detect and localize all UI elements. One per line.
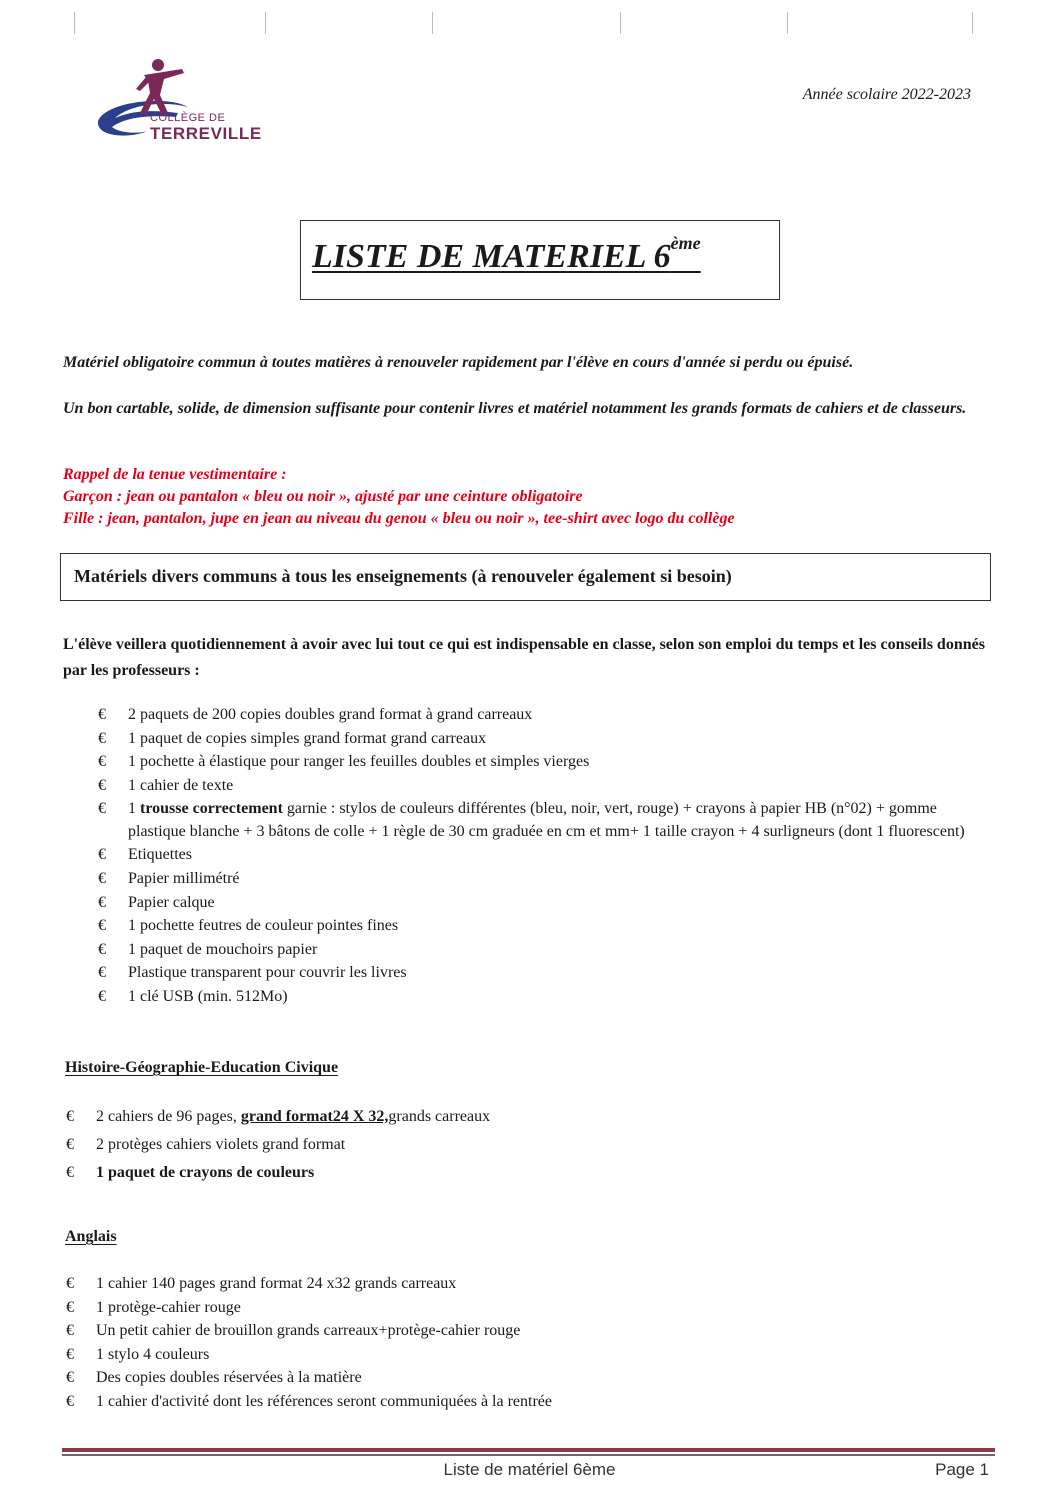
list-item: € 1 cahier 140 pages grand format 24 x32 grands carreaux xyxy=(66,1272,966,1296)
footer-rule xyxy=(62,1448,995,1452)
list-item: € Plastique transparent pour couvrir les livres xyxy=(98,961,978,985)
list-item-trousse: € 1 trousse correctement garnie : stylos de couleurs différentes (bleu, noir, vert, rouge) + crayons à papier HB (n°02) + gomme plastique blanche + 3 bâtons de colle + 1 règle de 30 cm graduée en cm et mm+ 1 taille crayon + 4 surligneurs (dont 1 fluorescent) xyxy=(98,797,978,843)
page-title xyxy=(312,232,701,276)
footer-title: Liste de matériel 6ème xyxy=(443,1460,616,1479)
list-item: € Papier calque xyxy=(98,891,978,915)
list-item: € Etiquettes xyxy=(98,843,978,867)
euro-bullet-icon: € xyxy=(66,1136,74,1153)
subject-heading-anglais: Anglais xyxy=(65,1228,117,1245)
anglais-items-list xyxy=(66,1272,966,1414)
euro-bullet-icon: € xyxy=(98,846,106,864)
euro-bullet-icon: € xyxy=(98,706,106,723)
list-item: € 1 pochette feutres de couleur pointes fines xyxy=(98,914,978,938)
section-title: Matériels divers communs à tous les enseignements (à renouveler également si besoin) xyxy=(74,566,732,586)
list-item: € 1 pochette à élastique pour ranger les feuilles doubles et simples vierges xyxy=(98,750,978,774)
list-item: € Un petit cahier de brouillon grands carreaux+protège-cahier rouge xyxy=(66,1319,966,1343)
list-item: € 1 stylo 4 couleurs xyxy=(66,1343,966,1367)
list-item: € 1 cahier de texte xyxy=(98,774,978,798)
euro-bullet-icon: € xyxy=(98,893,106,911)
euro-bullet-icon: € xyxy=(98,800,106,818)
intro-paragraph: Matériel obligatoire commun à toutes matières à renouveler rapidement par l'élève en cours d'année si perdu ou épuisé. xyxy=(63,354,854,371)
euro-bullet-icon: € xyxy=(66,1322,74,1340)
scan-mark xyxy=(972,12,973,34)
euro-bullet-icon: € xyxy=(66,1298,74,1316)
euro-bullet-icon: € xyxy=(66,1392,74,1410)
scan-mark xyxy=(74,12,75,34)
euro-bullet-icon: € xyxy=(66,1369,74,1387)
scan-mark xyxy=(787,12,788,34)
list-item: € 1 paquet de copies simples grand format grand carreaux xyxy=(98,727,978,751)
section-lead: L'élève veillera quotidiennement à avoir avec lui tout ce qui est indispensable en classe, selon son emploi du temps et les conseils donnés par les professeurs : xyxy=(63,636,985,679)
list-item: € 2 paquets de 200 copies doubles grand format à grand carreaux xyxy=(98,703,978,727)
list-item: € 1 paquet de mouchoirs papier xyxy=(98,938,978,962)
list-item: € 1 protège-cahier rouge xyxy=(66,1296,966,1320)
dress-code xyxy=(63,464,993,530)
list-item: € 2 cahiers de 96 pages, grand format24 X 32,grands carreaux xyxy=(66,1103,966,1131)
logo-text-terreville: TERREVILLE xyxy=(150,124,262,143)
title-text: LISTE DE MATERIEL 6 xyxy=(312,238,671,275)
subject-heading-histoire: Histoire-Géographie-Education Civique xyxy=(65,1059,339,1076)
intro-paragraph: Un bon cartable, solide, de dimension suffisante pour contenir livres et matériel notamment les grands formats de cahiers et de classeurs. xyxy=(63,400,967,417)
list-item: € Des copies doubles réservées à la matière xyxy=(66,1366,966,1390)
euro-bullet-icon: € xyxy=(98,940,106,958)
euro-bullet-icon: € xyxy=(98,753,106,771)
histoire-items-list xyxy=(66,1103,966,1187)
dress-code-heading: Rappel de la tenue vestimentaire : xyxy=(63,466,287,483)
euro-bullet-icon: € xyxy=(98,729,106,747)
list-item: € 1 cahier d'activité dont les références seront communiquées à la rentrée xyxy=(66,1390,966,1414)
dress-code-girls: Fille : jean, pantalon, jupe en jean au niveau du genou « bleu ou noir », tee-shirt avec logo du collège xyxy=(63,510,735,527)
dress-code-boys: Garçon : jean ou pantalon « bleu ou noir », ajusté par une ceinture obligatoire xyxy=(63,488,583,505)
scan-mark xyxy=(620,12,621,34)
euro-bullet-icon: € xyxy=(66,1108,74,1125)
scan-mark xyxy=(265,12,266,34)
list-item: € 1 clé USB (min. 512Mo) xyxy=(98,985,978,1009)
common-items-list xyxy=(98,703,978,1009)
euro-bullet-icon: € xyxy=(66,1164,74,1181)
title-superscript: ème xyxy=(670,232,701,253)
logo-text-college: COLLÈGE DE xyxy=(150,112,226,124)
euro-bullet-icon: € xyxy=(66,1275,74,1292)
school-year: Année scolaire 2022-2023 xyxy=(802,86,971,103)
euro-bullet-icon: € xyxy=(98,917,106,935)
euro-bullet-icon: € xyxy=(66,1345,74,1363)
list-item: € 1 paquet de crayons de couleurs xyxy=(66,1159,966,1187)
euro-bullet-icon: € xyxy=(98,964,106,982)
list-item: € Papier millimétré xyxy=(98,867,978,891)
euro-bullet-icon: € xyxy=(98,776,106,794)
footer-rule xyxy=(62,1454,995,1456)
euro-bullet-icon: € xyxy=(98,869,106,887)
euro-bullet-icon: € xyxy=(98,987,106,1005)
scan-mark xyxy=(432,12,433,34)
list-item: € 2 protèges cahiers violets grand format xyxy=(66,1131,966,1159)
page-number: Page 1 xyxy=(935,1460,989,1479)
